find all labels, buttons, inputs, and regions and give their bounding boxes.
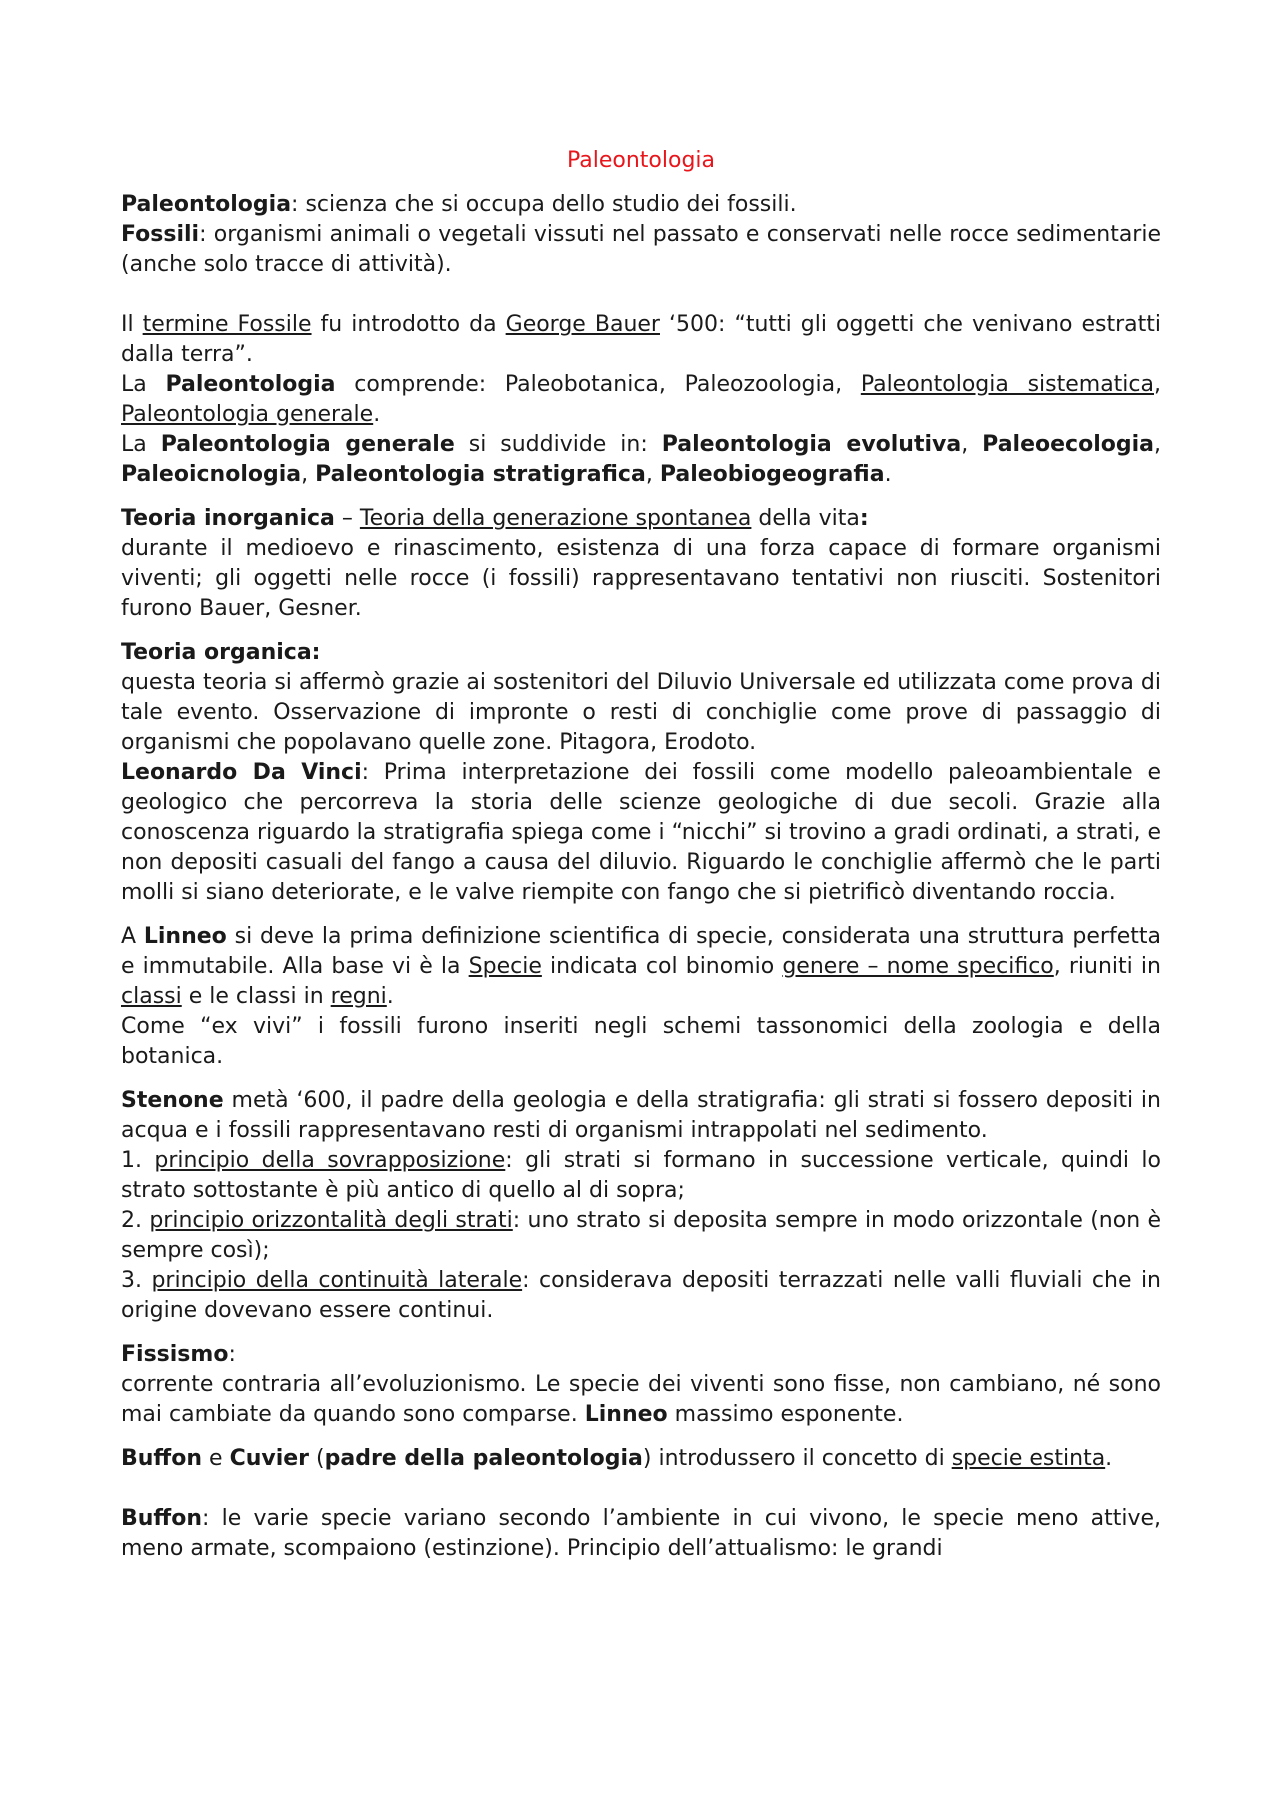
document-title: Paleontologia: [566, 148, 716, 173]
heading-fissismo: Fissismo:: [121, 1342, 236, 1367]
term: Fossili: [121, 222, 200, 247]
paragraph-comprende: La Paleontologia comprende: Paleobotanica, Paleozoologia, Paleontologia sistematica, Paleontologia generale.: [121, 372, 1161, 427]
paragraph-buffon: Buffon: le varie specie variano secondo l’ambiente in cui vivono, le specie meno attive, meno armate, scompaiono (estinzione). Principio dell’attualismo: le grandi: [121, 1506, 1161, 1561]
paragraph-teoria-inorganica: durante il medioevo e rinascimento, esistenza di una forza capace di formare organismi viventi; gli oggetti nelle rocce (i fossili) rappresentavano tentativi non riusciti. Sostenitori furono Bauer, Gesner.: [121, 536, 1161, 621]
list-item-principio-1: 1. principio della sovrapposizione: gli strati si formano in successione verticale, quindi lo strato sottostante è più antico di quello al di sopra;: [121, 1148, 1161, 1203]
paragraph-definition-fossili: Fossili: organismi animali o vegetali vissuti nel passato e conservati nelle rocce sedimentarie (anche solo tracce di attività).: [121, 222, 1161, 277]
paragraph-teoria-organica: questa teoria si affermò grazie ai sostenitori del Diluvio Universale ed utilizzata come prova di tale evento. Osservazione di impronte o resti di conchiglie come prove di passaggio di organismi che popolavano quelle zone. Pitagora, Erodoto.: [121, 670, 1161, 755]
heading-teoria-organica: Teoria organica:: [121, 640, 321, 665]
paragraph-leonardo: Leonardo Da Vinci: Prima interpretazione dei fossili come modello paleoambientale e geologico che percorreva la storia delle scienze geologiche di due secoli. Grazie alla conoscenza riguardo la stratigrafia spiega come i “nicchi” si trovino a gradi ordinati, a strati, e non depositi casuali del fango a causa del diluvio. Riguardo le conchiglie affermò che le parti molli si siano deteriorate, e le valve riempite con fango che si pietrificò diventando roccia.: [121, 760, 1162, 905]
list-item-principio-2: 2. principio orizzontalità degli strati: uno strato si deposita sempre in modo orizzontale (non è sempre così);: [121, 1208, 1162, 1263]
paragraph-buffon-cuvier: Buffon e Cuvier (padre della paleontologia) introdussero il concetto di specie estinta.: [121, 1446, 1113, 1471]
paragraph-definition-paleontologia: Paleontologia: scienza che si occupa dello studio dei fossili.: [121, 192, 797, 217]
paragraph-ex-vivi: Come “ex vivi” i fossili furono inseriti negli schemi tassonomici della zoologia e della botanica.: [121, 1014, 1161, 1069]
list-item-principio-3: 3. principio della continuità laterale: considerava depositi terrazzati nelle valli fluviali che in origine dovevano essere continui.: [121, 1268, 1161, 1323]
term: Paleontologia: [121, 192, 292, 217]
heading-teoria-inorganica: Teoria inorganica – Teoria della generazione spontanea della vita:: [121, 506, 869, 531]
paragraph-stenone: Stenone metà ‘600, il padre della geologia e della stratigrafia: gli strati si fossero depositi in acqua e i fossili rappresentavano resti di organismi intrappolati nel sedimento.: [121, 1088, 1161, 1143]
paragraph-linneo: A Linneo si deve la prima definizione scientifica di specie, considerata una struttura perfetta e immutabile. Alla base vi è la Specie indicata col binomio genere – nome specifico, riuniti in classi e le classi in regni.: [121, 924, 1161, 1009]
paragraph-termine-fossile: Il termine Fossile fu introdotto da George Bauer ‘500: “tutti gli oggetti che venivano estratti dalla terra”.: [121, 312, 1162, 367]
paragraph-suddivide: La Paleontologia generale si suddivide in: Paleontologia evolutiva, Paleoecologia, Paleoicnologia, Paleontologia stratigrafica, Paleobiogeografia.: [121, 432, 1161, 487]
document-page: [121, 146, 1161, 1564]
paragraph-fissismo: corrente contraria all’evoluzionismo. Le specie dei viventi sono fisse, non cambiano, né sono mai cambiate da quando sono comparse. Linneo massimo esponente.: [121, 1372, 1161, 1427]
